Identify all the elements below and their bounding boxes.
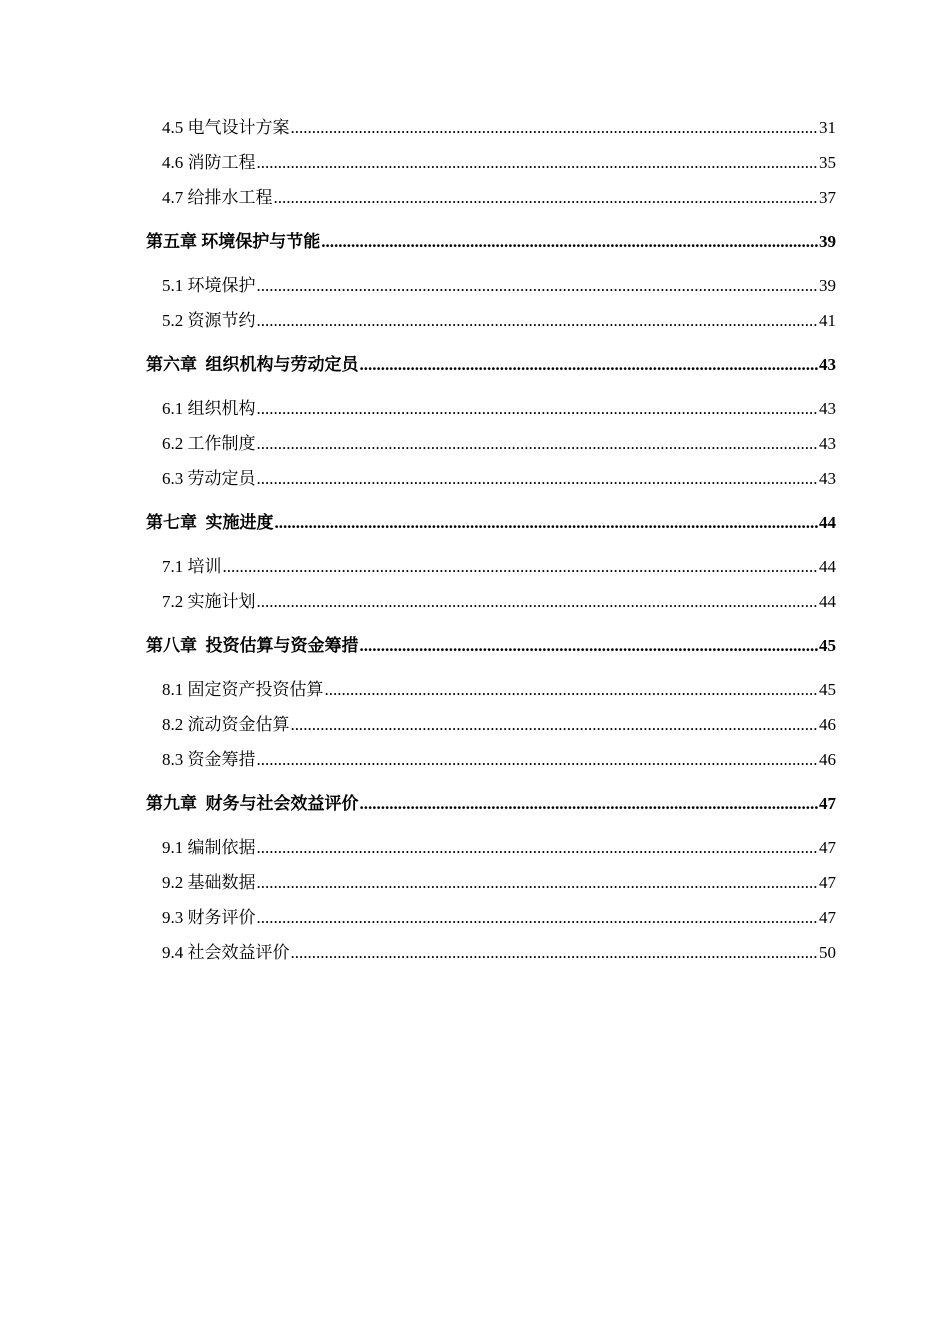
toc-entry-number: 4.5: [162, 118, 184, 137]
toc-leader-dots: [360, 347, 819, 382]
toc-entry-number: 5.1: [162, 276, 184, 295]
toc-entry-number: 6.2: [162, 434, 184, 453]
toc-entry-page: 46: [819, 715, 836, 734]
toc-chapter-page: 39: [819, 232, 836, 251]
toc-chapter-number: 第六章: [146, 355, 197, 374]
toc-chapter-7[interactable]: [0, 505, 836, 540]
toc-leader-dots: [291, 707, 819, 742]
toc-chapter-title: 财务与社会效益评价: [205, 794, 359, 813]
toc-entry-title: 电气设计方案: [187, 118, 290, 137]
toc-entry-page: 35: [819, 153, 836, 172]
toc-entry-title: 固定资产投资估算: [187, 680, 324, 699]
toc-leader-dots: [257, 426, 819, 461]
toc-entry-9-1[interactable]: [0, 830, 836, 865]
toc-entry-title: 劳动定员: [187, 469, 256, 488]
toc-entry-title: 编制依据: [187, 838, 256, 857]
toc-entry-8-2[interactable]: [0, 707, 836, 742]
toc-leader-dots: [257, 145, 819, 180]
toc-entry-number: 9.4: [162, 943, 184, 962]
toc-entry-title: 工作制度: [187, 434, 256, 453]
toc-chapter-9[interactable]: [0, 786, 836, 821]
toc-leader-dots: [257, 742, 819, 777]
toc-entry-page: 41: [819, 311, 836, 330]
toc-leader-dots: [257, 865, 819, 900]
toc-entry-page: 37: [819, 188, 836, 207]
toc-leader-dots: [257, 268, 819, 303]
toc-entry-6-3[interactable]: [0, 461, 836, 496]
toc-chapter-page: 44: [819, 513, 836, 532]
toc-entry-title: 实施计划: [187, 592, 256, 611]
toc-chapter-page: 47: [819, 794, 836, 813]
toc-chapter-number: 第七章: [146, 513, 197, 532]
toc-entry-page: 31: [819, 118, 836, 137]
toc-entry-title: 资源节约: [187, 311, 256, 330]
toc-entry-page: 44: [819, 592, 836, 611]
toc-entry-title: 给排水工程: [187, 188, 273, 207]
toc-entry-title: 财务评价: [187, 908, 256, 927]
toc-chapter-title: 实施进度: [205, 513, 274, 532]
toc-leader-dots: [325, 672, 819, 707]
toc-entry-title: 环境保护: [187, 276, 256, 295]
toc-leader-dots: [257, 830, 819, 865]
toc-entry-4-6[interactable]: [0, 145, 836, 180]
toc-chapter-page: 45: [819, 636, 836, 655]
toc-chapter-number: 第九章: [146, 794, 197, 813]
toc-entry-title: 组织机构: [187, 399, 256, 418]
toc-leader-dots: [257, 584, 819, 619]
toc-leader-dots: [223, 549, 819, 584]
toc-entry-page: 39: [819, 276, 836, 295]
toc-entry-number: 9.3: [162, 908, 184, 927]
toc-entry-8-1[interactable]: [0, 672, 836, 707]
toc-entry-number: 8.1: [162, 680, 184, 699]
toc-entry-page: 43: [819, 399, 836, 418]
toc-chapter-6[interactable]: [0, 347, 836, 382]
toc-chapter-number: 第八章: [146, 636, 197, 655]
toc-entry-title: 培训: [187, 557, 222, 576]
toc-entry-title: 资金筹措: [187, 750, 256, 769]
toc-entry-6-2[interactable]: [0, 426, 836, 461]
toc-entry-9-3[interactable]: [0, 900, 836, 935]
toc-entry-title: 消防工程: [187, 153, 256, 172]
toc-leader-dots: [257, 391, 819, 426]
toc-entry-page: 47: [819, 873, 836, 892]
toc-entry-number: 8.2: [162, 715, 184, 734]
toc-entry-page: 45: [819, 680, 836, 699]
toc-entry-6-1[interactable]: [0, 391, 836, 426]
toc-leader-dots: [257, 303, 819, 338]
toc-entry-number: 7.2: [162, 592, 184, 611]
toc-leader-dots: [291, 110, 819, 145]
toc-chapter-page: 43: [819, 355, 836, 374]
toc-entry-number: 4.7: [162, 188, 184, 207]
toc-leader-dots: [321, 224, 818, 259]
toc-entry-8-3[interactable]: [0, 742, 836, 777]
toc-entry-page: 50: [819, 943, 836, 962]
toc-entry-title: 基础数据: [187, 873, 256, 892]
toc-chapter-5[interactable]: [0, 224, 836, 259]
toc-entry-7-2[interactable]: [0, 584, 836, 619]
toc-entry-title: 流动资金估算: [187, 715, 290, 734]
toc-entry-title: 社会效益评价: [187, 943, 290, 962]
toc-leader-dots: [360, 786, 819, 821]
toc-leader-dots: [257, 461, 819, 496]
toc-entry-page: 47: [819, 838, 836, 857]
toc-entry-number: 5.2: [162, 311, 184, 330]
toc-leader-dots: [360, 628, 819, 663]
toc-chapter-title: 组织机构与劳动定员: [205, 355, 359, 374]
table-of-contents: [0, 110, 950, 970]
toc-entry-page: 44: [819, 557, 836, 576]
toc-chapter-8[interactable]: [0, 628, 836, 663]
toc-leader-dots: [274, 180, 819, 215]
toc-entry-page: 46: [819, 750, 836, 769]
toc-entry-number: 6.3: [162, 469, 184, 488]
toc-entry-4-5[interactable]: [0, 110, 836, 145]
toc-entry-page: 47: [819, 908, 836, 927]
toc-entry-number: 8.3: [162, 750, 184, 769]
toc-entry-page: 43: [819, 469, 836, 488]
toc-entry-number: 4.6: [162, 153, 184, 172]
toc-leader-dots: [257, 900, 819, 935]
toc-chapter-title: 环境保护与节能: [201, 232, 321, 251]
toc-chapter-number: 第五章: [146, 232, 197, 251]
toc-entry-number: 6.1: [162, 399, 184, 418]
toc-leader-dots: [291, 935, 819, 970]
toc-entry-5-2[interactable]: [0, 303, 836, 338]
toc-entry-number: 9.1: [162, 838, 184, 857]
toc-entry-9-4[interactable]: [0, 935, 836, 970]
toc-entry-4-7[interactable]: [0, 180, 836, 215]
toc-entry-number: 7.1: [162, 557, 184, 576]
toc-entry-page: 43: [819, 434, 836, 453]
toc-entry-7-1[interactable]: [0, 549, 836, 584]
toc-chapter-title: 投资估算与资金筹措: [205, 636, 359, 655]
toc-entry-number: 9.2: [162, 873, 184, 892]
toc-leader-dots: [275, 505, 819, 540]
toc-entry-9-2[interactable]: [0, 865, 836, 900]
toc-entry-5-1[interactable]: [0, 268, 836, 303]
